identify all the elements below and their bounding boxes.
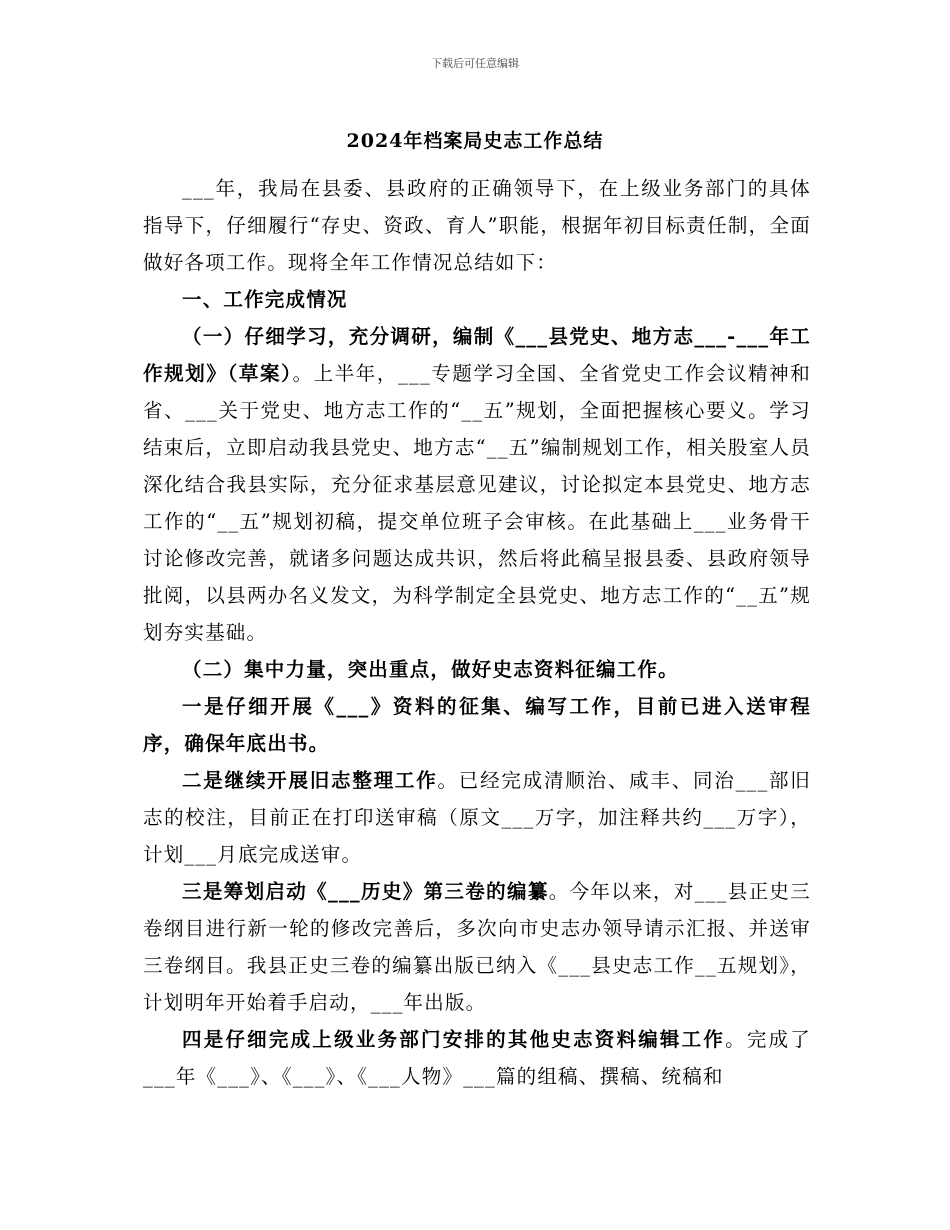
item-4-heading: 四是仔细完成上级业务部门安排的其他史志资料编辑工作 bbox=[182, 1028, 726, 1051]
subsection-1-paragraph bbox=[143, 318, 811, 651]
item-4-text: 。完成了___年《___》、《___》、《___人物》___篇的组稿、撰稿、统稿和 bbox=[143, 1028, 811, 1088]
item-3-heading: 三是筹划启动《___历史》第三卷的编纂 bbox=[182, 880, 549, 903]
item-2-heading: 二是继续开展旧志整理工作 bbox=[182, 769, 438, 792]
document-title: 2024年档案局史志工作总结 bbox=[346, 130, 604, 152]
page-header: 下载后可任意编辑 bbox=[431, 57, 519, 70]
document-body bbox=[143, 170, 811, 1095]
section-heading: 一、工作完成情况 bbox=[182, 288, 348, 311]
item-2-text: 。已经完成清顺治、咸丰、同治___部旧志的校注，目前正在打印送审稿（原文___万字，加注释共约___万字），计划___月底完成送审。 bbox=[143, 769, 811, 866]
subsection-2-heading: （二）集中力量，突出重点，做好史志资料征编工作。 bbox=[182, 658, 679, 681]
item-3-paragraph bbox=[143, 873, 811, 1021]
subsection-1-text: 。上半年，___专题学习全国、全省党史工作会议精神和省、___关于党史、地方志工作的“__五”规划，全面把握核心要义。学习结束后，立即启动我县党史、地方志“__五”编制规划工作，相关股室人员深化结合我县实际，充分征求基层意见建议，讨论拟定本县党史、地方志工作的“__五”规划初稿，提交单位班子会审核。在此基础上___业务骨干讨论修改完善，就诸多问题达成共识，然后将此稿呈报县委、县政府领导批阅，以县两办名义发文，为科学制定全县党史、地方志工作的“__五”规划夯实基础。 bbox=[143, 362, 812, 644]
item-2-paragraph bbox=[143, 762, 811, 873]
intro-paragraph: ___年，我局在县委、县政府的正确领导下，在上级业务部门的具体指导下，仔细履行“存史、资政、育人”职能，根据年初目标责任制，全面做好各项工作。现将全年工作情况总结如下： bbox=[143, 177, 811, 274]
item-1-paragraph: 一是仔细开展《___》资料的征集、编写工作，目前已进入送审程序，确保年底出书。 bbox=[143, 695, 811, 755]
item-3-text: 。今年以来，对___县正史三卷纲目进行新一轮的修改完善后，多次向市史志办领导请示汇报、并送审三卷纲目。我县正史三卷的编纂出版已纳入《___县史志工作__五规划》，计划明年开始着手启动，___年出版。 bbox=[143, 880, 811, 1014]
subsection-1-heading: （一）仔细学习，充分调研，编制《___县党史、地方志___-___年工作规划》（草案） bbox=[143, 325, 811, 385]
item-4-paragraph bbox=[143, 1021, 811, 1095]
